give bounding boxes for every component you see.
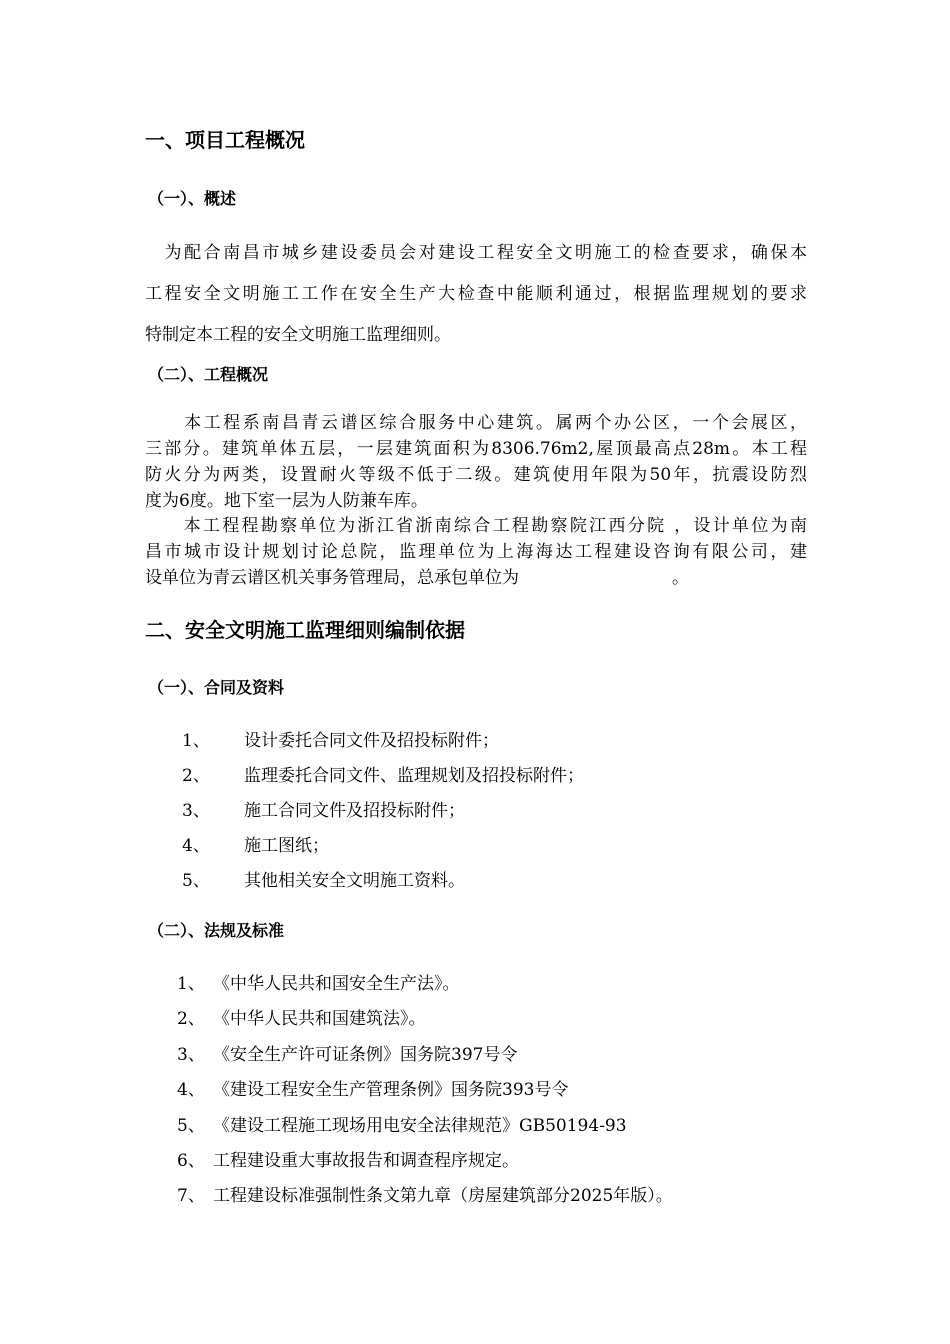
section-1-2-heading: （二）、工程概况 [148, 365, 269, 384]
list-item-number: 7、 [177, 1186, 205, 1206]
list-item-text: 《中华人民共和国安全生产法》。 [213, 974, 460, 994]
paragraph-line: 三部分。建筑单体五层，一层建筑面积为8306.76m2,屋顶最高点28m。本工程 [145, 439, 807, 459]
list-item-text: 施工图纸； [244, 836, 329, 856]
overview-paragraph [145, 233, 807, 356]
paragraph-line: 本工程程勘察单位为浙江省浙南综合工程勘察院江西分院 ，设计单位为南 [145, 516, 807, 536]
paragraph-line: 度为6度。地下室一层为人防兼车库。 [145, 491, 428, 511]
project-overview-paragraph-1 [145, 410, 807, 514]
list-item-number: 5、 [182, 871, 210, 891]
list-item-text: 《建设工程安全生产管理条例》国务院393号令 [213, 1080, 569, 1100]
list-item-number: 1、 [177, 974, 205, 994]
paragraph-line: 为配合南昌市城乡建设委员会对建设工程安全文明施工的检查要求，确保本 [145, 243, 807, 263]
section-1-heading: 一、项目工程概况 [145, 128, 305, 152]
list-item-text: 《中华人民共和国建筑法》。 [213, 1009, 426, 1029]
paragraph-line: 本工程系南昌青云谱区综合服务中心建筑。属两个办公区，一个会展区， [145, 413, 807, 433]
paragraph-line: 昌市城市设计规划讨论总院，监理单位为上海海达工程建设咨询有限公司，建 [145, 542, 807, 562]
section-2-2-heading: （二）、法规及标准 [148, 921, 285, 940]
list-item-text: 设计委托合同文件及招投标附件； [244, 731, 499, 751]
paragraph-line: 工程安全文明施工工作在安全生产大检查中能顺利通过，根据监理规划的要求 [145, 284, 807, 304]
list-item-number: 1、 [182, 731, 210, 751]
section-1-1-heading: （一）、概述 [148, 189, 237, 208]
list-item-text: 工程建设重大事故报告和调查程序规定。 [213, 1151, 519, 1171]
list-item-text: 工程建设标准强制性条文第九章（房屋建筑部分2025年版）。 [213, 1186, 673, 1206]
list-item-number: 2、 [182, 766, 210, 786]
list-item-text: 施工合同文件及招投标附件； [244, 801, 465, 821]
project-overview-paragraph-2 [145, 513, 807, 591]
list-item-text: 监理委托合同文件、监理规划及招投标附件； [244, 766, 584, 786]
section-2-heading: 二、安全文明施工监理细则编制依据 [145, 618, 465, 642]
list-item-number: 4、 [177, 1080, 205, 1100]
list-item-number: 4、 [182, 836, 210, 856]
list-item-number: 5、 [177, 1116, 205, 1136]
list-item-number: 3、 [182, 801, 210, 821]
paragraph-line: 特制定本工程的安全文明施工监理细则。 [145, 325, 451, 345]
paragraph-line: 防火分为两类，设置耐火等级不低于二级。建筑使用年限为50年，抗震设防烈 [145, 465, 807, 485]
list-item-number: 2、 [177, 1009, 205, 1029]
list-item-number: 6、 [177, 1151, 205, 1171]
list-item-text: 《建设工程施工现场用电安全法律规范》GB50194-93 [213, 1116, 627, 1136]
list-item-number: 3、 [177, 1045, 205, 1065]
list-item-text: 《安全生产许可证条例》国务院397号令 [213, 1045, 518, 1065]
list-item-text: 其他相关安全文明施工资料。 [244, 871, 465, 891]
paragraph-line: 设单位为青云谱区机关事务管理局，总承包单位为 。 [145, 568, 689, 588]
section-2-1-heading: （一）、合同及资料 [148, 678, 285, 697]
